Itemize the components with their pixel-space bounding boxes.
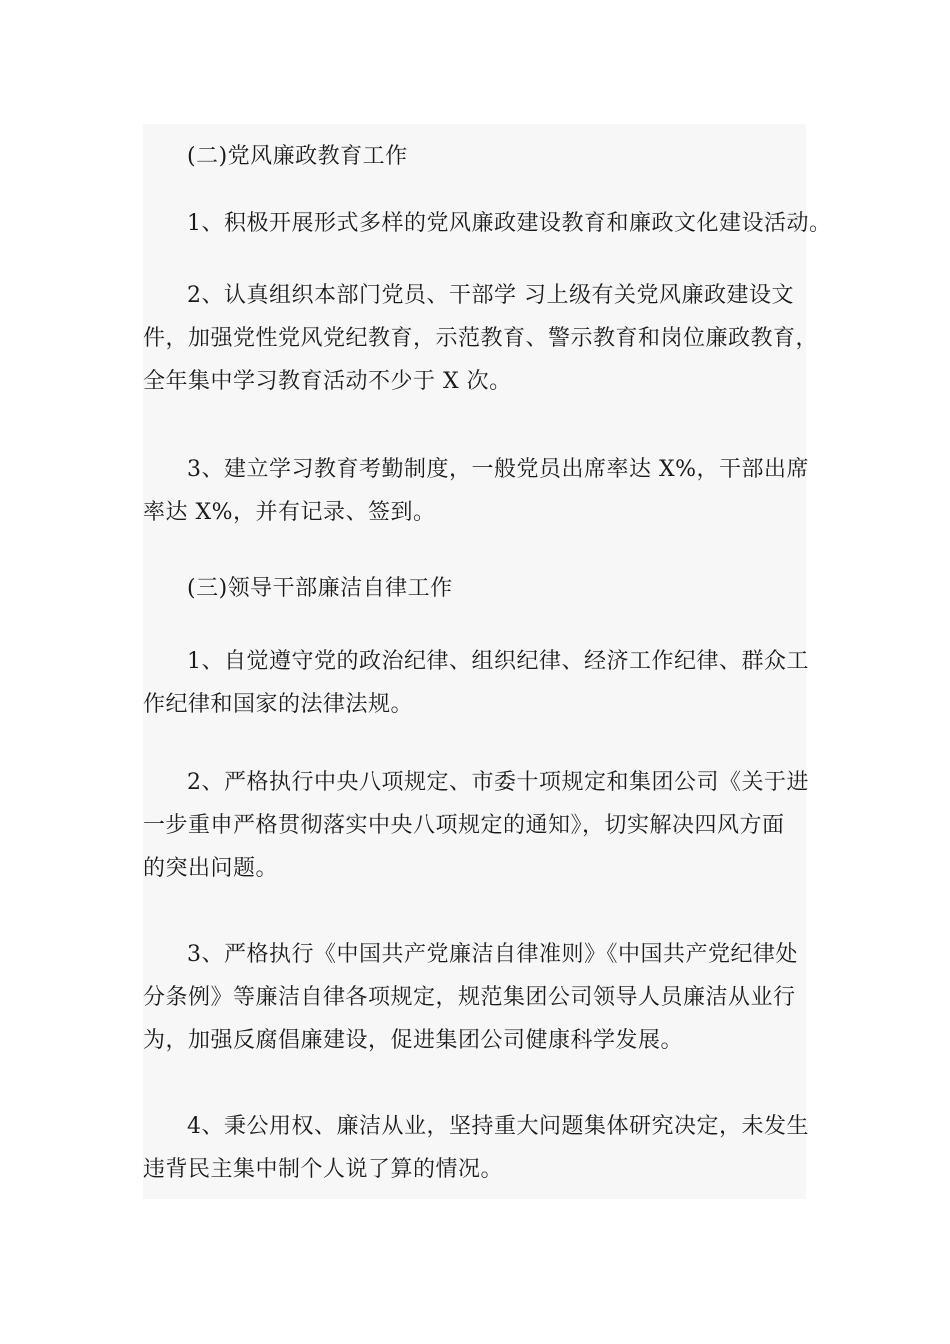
paragraph xyxy=(143,1105,809,1191)
text-line: (三)领导干部廉洁自律工作 xyxy=(187,576,453,601)
text-line: 2、认真组织本部门党员、干部学 习上级有关党风廉政建设文 xyxy=(187,283,794,308)
text-line: 一步重申严格贯彻落实中央八项规定的通知》，切实解决四风方面 xyxy=(143,813,785,838)
text-line: 率达 X%，并有记录、签到。 xyxy=(143,500,436,525)
paragraph xyxy=(143,274,819,403)
text-line: 3、建立学习教育考勤制度，一般党员出席率达 X%，干部出席 xyxy=(187,457,810,482)
text-line: 4、秉公用权、廉洁从业，坚持重大问题集体研究决定，未发生 xyxy=(187,1114,809,1139)
paragraph xyxy=(143,761,809,890)
text-line: 的突出问题。 xyxy=(143,856,279,881)
paragraph xyxy=(143,202,832,245)
text-line: 作纪律和国家的法律法规。 xyxy=(143,692,414,717)
text-line: 1、自觉遵守党的政治纪律、组织纪律、经济工作纪律、群众工 xyxy=(187,649,809,674)
section-heading xyxy=(143,135,806,178)
text-line: 全年集中学习教育活动不少于 X 次。 xyxy=(143,369,512,394)
text-line: 3、严格执行《中国共产党廉洁自律准则》《中国共产党纪律处 xyxy=(187,942,798,967)
paragraph xyxy=(143,640,809,726)
text-line: (二)党风廉政教育工作 xyxy=(187,144,408,169)
text-line: 分条例》等廉洁自律各项规定，规范集团公司领导人员廉洁从业行 xyxy=(143,985,796,1010)
text-line: 1、积极开展形式多样的党风廉政建设教育和廉政文化建设活动。 xyxy=(187,211,832,236)
text-line: 件，加强党性党风党纪教育，示范教育、警示教育和岗位廉政教育， xyxy=(143,326,819,351)
paragraph xyxy=(143,933,806,1062)
text-line: 违背民主集中制个人说了算的情况。 xyxy=(143,1157,504,1182)
paragraph xyxy=(143,448,810,534)
text-line: 2、严格执行中央八项规定、市委十项规定和集团公司《关于进 xyxy=(187,770,809,795)
section-heading xyxy=(143,567,806,610)
text-line: 为，加强反腐倡廉建设，促进集团公司健康科学发展。 xyxy=(143,1028,684,1053)
document-body xyxy=(143,124,832,1199)
